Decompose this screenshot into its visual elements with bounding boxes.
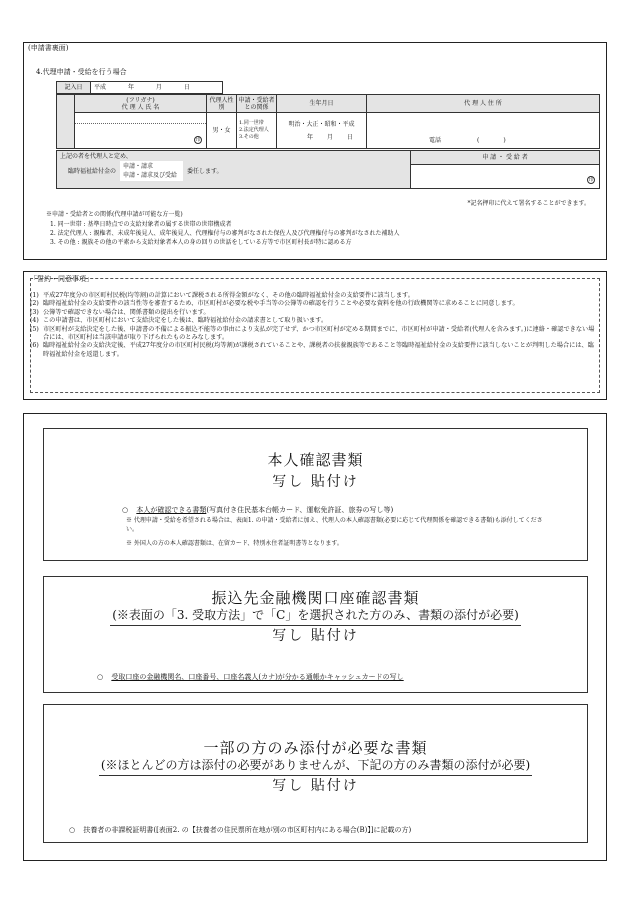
- identity-note-foreigner: ※ 外国人の方の本人確認書類は、在留カード、特別永住者証明書等となります。: [126, 540, 343, 547]
- partial-document-subtitle-wrap: [44, 758, 587, 776]
- oath-item-text: 臨時福祉給付金の支給要件の該当性等を審査するため、市区町村が必要な税や手当等の公簿等の確認を行うことや必要な資料を他の行政機関等に求めることに同意します。: [43, 300, 519, 308]
- delegation-statement: [57, 151, 411, 189]
- agent-relation-header: 申請・受給者との関係: [238, 96, 275, 111]
- relation-list-item: 1. 同一世帯 : 基準日時点での支給対象者の属する世帯の世帯構成者: [50, 221, 232, 228]
- entry-date-field[interactable]: [91, 82, 223, 94]
- delegation-line-2: 臨時福祉給付金の: [68, 167, 117, 175]
- bank-account-title: 振込先金融機関口座確認書類: [211, 589, 420, 607]
- oath-item: [30, 326, 596, 343]
- bank-item-text: 受取口座の金融機関名、口座番号、口座名義人(カナ)が分かる通帳かキャッシュカードの写し: [111, 673, 404, 681]
- applicant-signature-field[interactable]: [411, 151, 600, 189]
- entry-date-row: [56, 81, 223, 94]
- agent-section-title: 4.代理申請・受給を行う場合: [36, 68, 127, 76]
- oath-item-number: (3): [30, 308, 39, 316]
- oath-item-text: 平成27年度分の市区町村民税(均等割)の計算において課税される所得金額がなく、その他の臨時福祉給付金の支給要件に該当します。: [43, 292, 414, 299]
- bank-account-paste-area[interactable]: [43, 576, 588, 693]
- oath-item: [30, 300, 596, 308]
- agent-address-field[interactable]: [367, 113, 600, 149]
- relation-option-3: 3.その他: [239, 134, 259, 140]
- entry-date-day: 日: [183, 84, 190, 91]
- identity-document-paste-area[interactable]: [43, 428, 588, 561]
- bank-account-item: [44, 672, 587, 682]
- agent-table-side: [57, 95, 75, 149]
- relation-list-item: 3. その他 : 親族その他の平素から支給対象者本人の身の回りの世話をしている方等で市区町村長が特に認める方: [50, 239, 352, 246]
- partial-document-paste-label: 写し 貼付け: [272, 778, 359, 794]
- birth-month: 月: [326, 133, 333, 141]
- partial-document-title: 一部の方のみ添付が必要な書類: [203, 739, 428, 757]
- agent-phone-label: 電話: [429, 137, 442, 144]
- applicant-header: 申 請 ・ 受 給 者: [411, 151, 599, 165]
- oath-item: [30, 309, 596, 317]
- bank-account-paste-label: 写し 貼付け: [272, 628, 359, 644]
- agent-name-label: 代 理 人 氏 名: [121, 103, 160, 111]
- oath-item: [30, 317, 596, 325]
- bank-account-subtitle: (※表面の「3. 受取方法」で「C」を選択された方のみ、書類の添付が必要): [110, 608, 521, 626]
- delegation-line-1: 上記の者を代理人と定め、: [60, 153, 132, 160]
- agent-gender-field[interactable]: 男・女: [207, 113, 237, 149]
- partial-document-subtitle: (※ほとんどの方は添付の必要がありませんが、下記の方のみ書類の添付が必要): [99, 758, 532, 776]
- delegation-options[interactable]: [120, 161, 183, 181]
- identity-item-underlined: 本人が確認できる書類: [136, 506, 207, 514]
- oath-list: [30, 292, 596, 359]
- identity-item-mark: ○: [122, 506, 129, 514]
- oath-item-number: (6): [30, 342, 39, 350]
- birth-eras: 明治・大正・昭和・平成: [288, 120, 355, 128]
- agent-name-header: [75, 95, 207, 113]
- relation-list-item: 2. 法定代理人 : 親権者、未成年後見人、成年後見人、代理権付与の審判がなされた保佐人及び代理権付与の審判がなされた補助人: [50, 230, 400, 237]
- relation-option-1: 1.同一世帯: [239, 120, 264, 126]
- bank-account-subtitle-wrap: [44, 608, 587, 626]
- delegation-option-apply-receive: 申請・請求及び受給: [123, 172, 178, 179]
- entry-date-label: 記入日: [57, 82, 91, 94]
- partial-document-item: [44, 825, 587, 835]
- entry-date-month: 月: [155, 84, 162, 91]
- bank-item-mark: ○: [97, 673, 104, 681]
- oath-item-number: (2): [30, 300, 39, 308]
- entry-date-era: 平成: [94, 84, 107, 91]
- partial-document-paste-area[interactable]: [43, 704, 588, 843]
- birth-day: 日: [346, 133, 353, 141]
- delegation-table: [56, 150, 600, 189]
- partial-item-mark: ○: [69, 826, 76, 834]
- agent-info-table: [56, 94, 600, 149]
- oath-consent-section: [23, 271, 607, 400]
- delegation-option-apply: 申請・請求: [123, 163, 154, 170]
- agent-application-section: [23, 42, 607, 260]
- identity-note-agent: ※ 代理申請・受給を希望される場合は、表面1. の申請・受給者に加え、代理人の本人確認書類(必要に応じて代理関係を確認できる書類)も添付してください。: [126, 517, 543, 533]
- oath-item-text: 公簿等で確認できない場合は、関係書類の提出を行います。: [43, 308, 210, 316]
- agent-birth-header: 生年月日: [277, 95, 367, 113]
- identity-document-title: 本人確認書類: [267, 451, 364, 469]
- oath-item-text: 市区町村が支給決定をした後、申請書の不備による振込不能等の事由により支払が完了せず、かつ市区町村が定める期間までに、市区町村が申請・受給者(代理人を含みます。)に連絡・確認できない場合には、市区町村は当該申請が取り下げられたものとみなします。: [43, 325, 595, 342]
- birth-year: 年: [307, 133, 314, 141]
- oath-item-text: 臨時福祉給付金の支給決定後、平成27年度分の市区町村民税(均等割)が課税されていることや、課税者の扶養親族等であること等臨時福祉給付金の支給要件に該当しないことが判明した場合には、臨時福祉給付金を返還します。: [43, 342, 594, 358]
- agent-name-field[interactable]: [75, 113, 207, 149]
- delegation-suffix: 委任します。: [187, 167, 223, 175]
- agent-seal-mark: 印: [195, 137, 201, 143]
- entry-date-year: 年: [127, 84, 134, 91]
- identity-document-item: [44, 505, 587, 515]
- relation-list-heading: ※申請・受給者との関係(代理申請が可能な方一覧): [46, 211, 183, 218]
- furigana-label: (フリガナ): [126, 96, 155, 104]
- signature-note: *記名押印に代えて署名することができます。: [467, 200, 590, 207]
- identity-document-paste-label: 写し 貼付け: [272, 474, 359, 490]
- oath-title: 「誓約・同意事項」: [30, 275, 93, 283]
- agent-relation-field[interactable]: [237, 113, 277, 149]
- oath-item-number: (1): [30, 292, 39, 299]
- agent-gender-header: 代理人性別: [207, 95, 237, 113]
- agent-phone-parens: ( ): [477, 137, 506, 144]
- agent-birth-field[interactable]: [277, 113, 367, 149]
- oath-item-number: (4): [30, 317, 39, 325]
- identity-item-rest: (写真付き住民基本台帳カード、運転免許証、旅券の写し等): [206, 506, 394, 514]
- relation-list: [50, 221, 399, 248]
- partial-item-text: 扶養者の非課税証明書([表面2. の【扶養者の住民票所在地が別の市区町村内にある場合(B)】]に記載の方): [83, 826, 412, 834]
- oath-item-text: この申請書は、市区町村において支給決定をした後は、臨時福祉給付金の請求書として取り扱います。: [43, 317, 328, 325]
- attachment-section: [23, 413, 607, 861]
- oath-item: [30, 342, 596, 359]
- applicant-seal-mark: 印: [588, 177, 594, 183]
- agent-address-header: 代 理 人 住 所: [367, 95, 600, 113]
- relation-option-2: 2.法定代理人: [239, 127, 269, 133]
- oath-item-number: (5): [30, 325, 39, 333]
- reverse-side-heading: (申請書裏面): [28, 44, 69, 52]
